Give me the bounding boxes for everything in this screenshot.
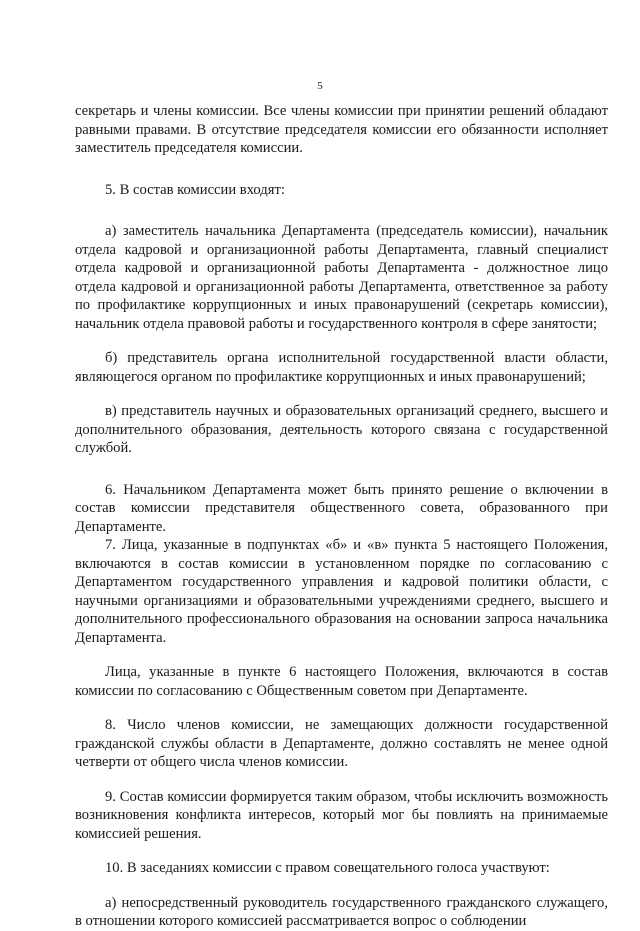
document-body: [75, 102, 608, 931]
paragraph-7-cont: Лица, указанные в пункте 6 настоящего Положения, включаются в состав комиссии по согласованию с Общественным советом при Департаменте.: [75, 664, 608, 699]
page-number: 5: [317, 80, 323, 92]
paragraph-9: 9. Состав комиссии формируется таким образом, чтобы исключить возможность возникновения конфликта интересов, который мог бы повлиять на принимаемые комиссией решения.: [75, 788, 608, 842]
paragraph-5: 5. В состав комиссии входят:: [105, 181, 285, 198]
paragraph-6: 6. Начальником Департамента может быть принято решение о включении в состав комиссии представителя общественного совета, образованного при Департаменте.: [75, 481, 608, 535]
paragraph-8: 8. Число членов комиссии, не замещающих должности государственной гражданской службы области в Департаменте, должно составлять не менее одной четверти от общего числа членов комиссии.: [75, 717, 608, 770]
paragraph-10: 10. В заседаниях комиссии с правом совещательного голоса участвуют:: [105, 860, 550, 876]
paragraph-10a: а) непосредственный руководитель государственного гражданского служащего, в отношении которого комиссией рассматривается вопрос о соблюдении: [75, 894, 608, 929]
paragraph-7: 7. Лица, указанные в подпунктах «б» и «в» пункта 5 настоящего Положения, включаются в состав комиссии в установленном порядке по согласованию с Департаментом государственного управления и кадровой политики области, с научными организациями и образовательными учреждениями среднего, высшего и дополнительного профессионального образования на основании запроса начальника Департамента.: [75, 537, 608, 646]
paragraph-5c: в) представитель научных и образовательных организаций среднего, высшего и дополнительного образования, деятельность которого связана с государственной службой.: [75, 403, 608, 456]
paragraph-5b: б) представитель органа исполнительной государственной власти области, являющегося органом по профилактике коррупционных и иных правонарушений;: [75, 350, 608, 385]
paragraph-5a: а) заместитель начальника Департамента (председатель комиссии), начальник отдела кадровой и организационной работы Департамента, главный специалист отдела кадровой и организационной работы Департамента - должностное лицо отдела кадровой и организационной работы Департамента, ответственное за работу по профилактике коррупционных и иных правонарушений (секретарь комиссии), начальник отдела правовой работы и государственного контроля в сфере занятости;: [75, 223, 608, 332]
paragraph-continuation: секретарь и члены комиссии. Все члены комиссии при принятии решений обладают равными правами. В отсутствие председателя комиссии его обязанности исполняет заместитель председателя комиссии.: [75, 103, 608, 156]
